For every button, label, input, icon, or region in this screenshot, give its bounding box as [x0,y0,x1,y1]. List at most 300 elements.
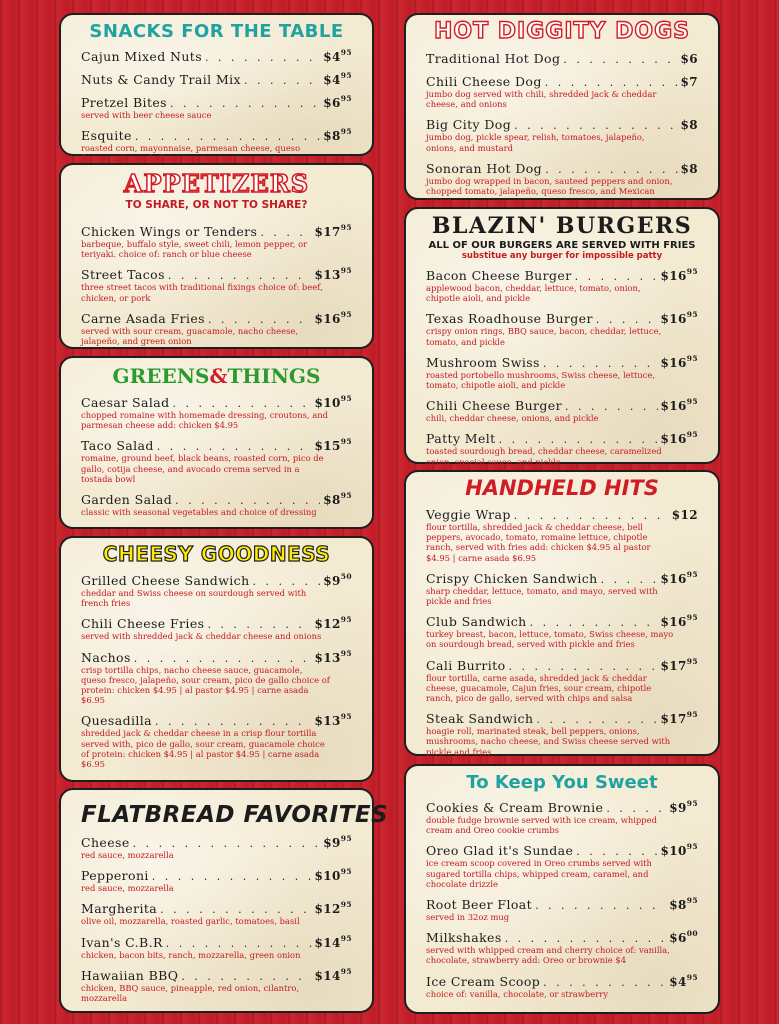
menu-item [426,354,698,390]
menu-item-row [426,354,698,370]
menu-item [426,973,698,999]
menu-item-row [81,223,352,239]
item-list [426,506,698,757]
item-description: toasted sourdough bread, cheddar cheese, caramelized onion, special sauce, and pickle [426,446,662,467]
price-cents: 95 [686,896,698,906]
section-subtitle: TO SHARE, OR NOT TO SHARE? [125,199,308,211]
price-dollars: $10 [314,869,341,884]
menu-item [426,397,698,423]
item-name: Bacon Cheese Burger [426,268,572,283]
price-dollars: $10 [660,844,687,859]
price-cents: 95 [340,127,352,137]
menu-item [81,437,352,484]
menu-item [81,491,352,517]
section-title: FLATBREAD FAVORITES [81,802,389,828]
dot-leader [499,433,658,446]
item-description: flour tortilla, carne asada, shredded jack & cheddar cheese, guacamole, Cajun fries, sour cream, chipotle ranch, pico de gallo, served with chips and salsa [426,672,652,704]
menu-item-row [81,394,352,410]
menu-item-row [426,799,698,815]
menu-item [81,967,352,1003]
price-dollars: $13 [314,650,341,665]
item-price [681,73,699,89]
item-name: Ivan's C.B.R [81,934,163,950]
dot-leader [170,97,320,110]
menu-item [426,896,698,922]
item-description: sharp cheddar, lettuce, tomato, and mayo, served with pickle and fries [426,585,658,607]
item-price [681,50,699,66]
item-price [315,712,353,728]
price-cents: 95 [686,310,698,320]
item-name: Root Beer Float [426,897,533,913]
item-price [315,310,353,326]
price-cents: 95 [340,437,352,447]
price-dollars: $17 [660,658,687,673]
dot-leader [175,494,320,507]
item-name: Sonoran Hot Dog [426,160,543,176]
item-price [681,160,699,176]
item-name: Taco Salad [81,438,154,454]
item-price [315,900,353,916]
item-list [81,394,352,517]
item-price [323,94,352,110]
price-dollars: $4 [669,974,687,989]
price-dollars: $8 [323,129,341,144]
dot-leader [563,53,677,66]
item-description: romaine, ground beef, black beans, roasted corn, pico de gallo, cotija cheese, and avocado crema served in a tostada bowl [81,453,324,484]
price-cents: 95 [686,656,698,666]
menu-item-row [81,712,352,728]
item-description: chili, cheddar cheese, onions, and pickle [426,413,599,424]
price-cents: 95 [340,71,352,80]
menu-item [81,266,352,302]
handheld-panel [404,470,720,756]
price-cents: 95 [340,900,352,910]
item-description: served with whipped cream and cherry choice of: vanilla, chocolate, strawberry add: Oreo or brownie $4 [426,945,670,966]
menu-item-row [81,127,352,143]
dot-leader [205,51,320,64]
price-dollars: $9 [669,801,687,815]
flatbread-panel [59,788,389,1013]
section-title: HOT DIGGITY DOGS [434,19,690,44]
dot-leader [535,899,666,912]
item-description: chopped romaine with homemade dressing, croutons, and parmesan cheese add: chicken $4.95 [81,410,328,431]
item-name: Hawaiian BBQ [81,967,179,983]
price-dollars: $6 [323,96,341,110]
item-name: Veggie Wrap [426,507,511,522]
item-price [315,437,353,453]
menu-item-row [81,572,352,588]
menu-item [426,570,698,606]
item-price [323,572,352,588]
dot-leader [601,573,658,586]
section-subtitle: ALL OF OUR BURGERS ARE SERVED WITH FRIES [428,240,696,251]
price-dollars: $8 [680,118,698,133]
price-dollars: $16 [660,269,687,283]
item-description: chicken, bacon bits, ranch, mozzarella, green onion [81,949,301,960]
item-name: Cajun Mixed Nuts [81,49,203,64]
price-dollars: $17 [314,225,341,239]
menu-item [81,127,352,163]
menu-item [426,267,698,303]
menu-item-row [426,50,698,66]
price-dollars: $4 [323,50,341,64]
section-title [81,364,352,388]
section-title: CHEESY GOODNESS [102,542,331,566]
menu-item-row [81,900,352,916]
menu-item-row [81,310,352,326]
item-price [661,267,699,283]
title-greens: GREENS [112,364,210,388]
price-cents: 95 [340,309,352,319]
item-price [323,71,352,87]
price-dollars: $12 [314,617,341,632]
item-name: Ice Cream Scoop [426,973,541,989]
item-name: Garden Salad [81,492,173,508]
dot-leader [135,130,320,143]
menu-item [81,867,352,893]
menu-item [81,649,352,706]
item-price [315,394,353,410]
menu-item-row [81,967,352,983]
item-description: olive oil, mozzarella, roasted garlic, tomatoes, basil [81,916,300,927]
dot-leader [505,932,667,945]
menu-item-row [426,116,698,132]
price-cents: 95 [340,615,352,625]
menu-item-row [426,842,698,858]
item-name: Grilled Cheese Sandwich [81,573,250,588]
menu-item-row [81,934,352,950]
menu-item [81,572,352,608]
item-name: Patty Melt [426,431,496,447]
menu-item [426,116,698,152]
dot-leader [596,313,658,326]
item-name: Cookies & Cream Brownie [426,800,604,815]
price-dollars: $7 [680,75,698,89]
item-price [661,657,699,673]
price-dollars: $6 [669,931,687,946]
item-name: Cali Burrito [426,657,506,673]
item-price [669,973,698,989]
price-cents: 95 [340,933,352,943]
dot-leader [576,845,657,858]
menu-item-row [426,710,698,726]
item-description: shredded jack & cheddar cheese in a crisp flour tortilla served with, pico de gallo, sour cream, guacamole choice of protein: chicken $4.95 | al pastor $4.95 | carne asada $6.95 [81,728,325,770]
item-description: served with shredded jack & cheddar cheese and onions [81,631,322,642]
item-description: crisp tortilla chips, nacho cheese sauce, guacamole, queso fresco, jalapeño, sour cream, pico de gallo choice of protein: chicken $4.95 | al pastor $4.95 | carne asada $6.95 [81,664,330,706]
item-description: hoagie roll, marinated steak, bell peppers, onions, mushrooms, nacho cheese, and Swiss cheese served with pickle and fries [426,726,671,757]
item-name: Pretzel Bites [81,95,167,110]
item-price [661,842,699,858]
item-price [661,613,699,629]
item-price [669,896,698,912]
item-price [672,506,698,522]
menu-item [426,506,698,563]
item-description: applewood bacon, cheddar, lettuce, tomato, onion, chipotle aioli, and pickle [426,283,641,304]
dot-leader [509,660,658,673]
price-cents: 95 [686,972,698,982]
price-cents: 95 [340,712,352,722]
item-list [426,50,698,206]
item-description: flour tortilla, shredded jack & cheddar cheese, bell peppers, avocado, tomato, romaine lettuce, chipotle ranch, served with fries add: chicken $4.95 al pastor $4.95 | carne asada $6.95 [426,522,651,563]
menu-item [426,310,698,346]
price-cents: 95 [340,48,352,57]
dot-leader [157,440,312,453]
dot-leader [160,903,311,916]
menu-item-row [426,570,698,586]
section-title: HANDHELD HITS [465,476,659,500]
menu-item-row [81,266,352,282]
item-name: Milkshakes [426,930,502,946]
item-name: Crispy Chicken Sandwich [426,570,598,586]
section-note: substitue any burger for impossible patty [461,251,663,261]
item-list [81,48,352,164]
price-dollars: $16 [660,312,687,327]
dot-leader [173,397,312,410]
price-cents: 95 [686,353,698,363]
cheesy-panel [59,536,374,782]
item-name: Esquite [81,128,132,144]
dot-leader [244,74,320,87]
price-cents: 00 [686,929,698,939]
item-description: red sauce, mozzarella [81,883,174,894]
item-name: Mushroom Swiss [426,354,540,370]
item-list [426,799,698,999]
menu-item-row [81,649,352,665]
item-price [661,354,699,370]
item-price [315,223,353,239]
menu-item [426,50,698,66]
item-name: Nuts & Candy Trail Mix [81,72,241,87]
price-cents: 95 [340,648,352,658]
price-cents: 95 [686,569,698,579]
price-dollars: $16 [660,355,687,370]
section-title: BLAZIN' BURGERS [431,213,693,239]
price-dollars: $10 [314,396,341,410]
price-dollars: $16 [314,311,341,326]
item-description: double fudge brownie served with ice cream, whipped cream and Oreo cookie crumbs [426,815,657,836]
menu-item-row [426,613,698,629]
item-description: three street tacos with traditional fixings choice of: beef, chicken, or pork [81,282,323,303]
menu-item [426,842,698,889]
menu-item-row [81,867,352,883]
dot-leader [606,802,666,815]
dot-leader [545,163,677,176]
menu-item-row [426,506,698,522]
dot-leader [260,226,311,239]
appetizers-panel [59,163,374,349]
item-price [315,867,353,883]
price-cents: 50 [340,572,352,581]
price-dollars: $8 [323,493,341,508]
title-things: THINGS [227,364,321,388]
price-cents: 95 [686,842,698,852]
item-description: roasted corn, mayonnaise, parmesan cheese, queso fresco, tajin, and cilantro [81,143,301,164]
item-price [315,615,353,631]
price-dollars: $14 [314,968,341,983]
price-dollars: $8 [680,161,698,176]
item-price [315,266,353,282]
menu-item-row [426,397,698,413]
item-description: jumbo dog, pickle spear, relish, tomatoes, jalapeño, onions, and mustard [426,132,645,153]
menu-item [81,48,352,64]
item-description: classic with seasonal vegetables and choice of dressing [81,507,317,518]
dot-leader [155,715,311,728]
section-title: To Keep You Sweet [466,772,658,793]
item-description: turkey breast, bacon, lettuce, tomato, Swiss cheese, mayo on sourdough bread, served with pickle and fries [426,629,674,650]
menu-item [426,929,698,965]
item-price [661,310,699,326]
dot-leader [575,270,658,283]
price-dollars: $16 [660,615,687,630]
price-dollars: $12 [314,902,341,917]
price-dollars: $16 [660,432,687,447]
greens-panel [59,356,374,529]
menu-item [426,73,698,109]
item-description: crispy onion rings, BBQ sauce, bacon, cheddar, lettuce, tomato, and pickle [426,326,662,347]
menu-item [426,613,698,649]
price-cents: 95 [686,267,698,276]
item-name: Big City Dog [426,117,512,133]
item-description: served in 32oz mug [426,912,510,923]
item-price [661,570,699,586]
menu-item-row [426,657,698,673]
hotdogs-panel [404,13,720,207]
item-name: Carne Asada Fries [81,310,205,326]
item-description: cheddar and Swiss cheese on sourdough served with french fries [81,588,307,609]
dot-leader [134,652,312,665]
item-price [681,116,699,132]
item-price [323,491,352,507]
dot-leader [514,509,669,522]
price-dollars: $13 [314,714,341,729]
price-cents: 95 [340,491,352,501]
dot-leader [152,870,312,883]
dot-leader [565,400,658,413]
item-description: chicken, BBQ sauce, pineapple, red onion, cilantro, mozzarella [81,982,300,1004]
item-price [669,929,698,945]
menu-item [426,430,698,466]
dot-leader [181,970,311,983]
dot-leader [133,837,321,850]
menu-item-row [81,437,352,453]
item-name: Quesadilla [81,713,153,729]
item-description: ice cream scoop covered in Oreo crumbs served with sugared tortilla chips, whipped cream, caramel, and chocolate drizzle [426,858,652,889]
price-cents: 95 [686,613,698,623]
item-name: Margherita [81,901,158,917]
price-dollars: $9 [323,574,341,588]
price-cents: 95 [340,266,352,276]
menu-item-row [426,267,698,283]
menu-item-row [426,73,698,89]
item-price [323,48,352,64]
menu-item [81,223,352,259]
menu-item [81,834,352,860]
dot-leader [514,119,677,132]
menu-item-row [81,48,352,64]
dot-leader [543,357,658,370]
price-cents: 95 [340,966,352,976]
price-dollars: $12 [671,508,698,522]
item-description: jumbo dog served with chili, shredded jack & cheddar cheese, and onions [426,89,657,110]
price-dollars: $6 [680,52,698,66]
item-name: Pepperoni [81,868,149,884]
item-name: Chili Cheese Dog [426,74,542,89]
item-price [661,397,699,413]
item-name: Cheese [81,835,130,850]
price-dollars: $17 [660,712,687,727]
title-ampersand: & [209,364,228,388]
price-cents: 95 [686,397,698,407]
price-dollars: $16 [660,399,687,414]
item-name: Oreo Glad it's Sundae [426,843,574,859]
menu-item [81,900,352,926]
menu-item-row [426,973,698,989]
item-name: Traditional Hot Dog [426,51,561,66]
price-dollars: $15 [314,439,341,454]
item-name: Club Sandwich [426,614,527,630]
item-price [669,799,698,815]
price-cents: 95 [340,867,352,877]
menu-item [81,94,352,120]
menu-item [81,615,352,641]
menu-item [426,799,698,835]
section-title: APPETIZERS [123,169,310,198]
menu-item [426,710,698,757]
item-price [315,649,353,665]
dot-leader [208,313,312,326]
menu-item-row [81,615,352,631]
price-cents: 95 [686,799,698,808]
menu-item [426,657,698,704]
item-name: Nachos [81,649,131,665]
item-price [323,834,352,850]
menu-item-row [81,71,352,87]
menu-item [426,160,698,207]
menu-item-row [426,929,698,945]
section-title: SNACKS FOR THE TABLE [89,21,344,42]
item-name: Chili Cheese Fries [81,616,205,632]
menu-item-row [426,160,698,176]
menu-item-row [81,94,352,110]
price-dollars: $13 [314,268,341,283]
menu-item-row [81,834,352,850]
burgers-panel [404,207,720,467]
item-name: Texas Roadhouse Burger [426,311,593,327]
item-list [81,223,352,346]
price-dollars: $4 [323,73,341,87]
dot-leader [536,713,657,726]
price-cents: 95 [686,710,698,720]
item-description: served with sour cream, guacamole, nacho cheese, jalapeño, and green onion [81,325,299,347]
item-price [323,127,352,143]
item-description: roasted portobello mushrooms, Swiss cheese, lettuce, tomato, chipotle aioli, and pickle [426,369,656,391]
price-dollars: $9 [323,836,341,850]
menu-item [81,394,352,430]
price-dollars: $8 [669,898,687,913]
item-price [315,934,353,950]
dot-leader [253,575,321,588]
dot-leader [545,76,678,89]
dot-leader [168,269,312,282]
item-description: jumbo dog wrapped in bacon, sauteed peppers and onion, chopped tomato, jalapeño, queso fresco, and Mexican crema [426,175,673,207]
dot-leader [166,937,312,950]
item-description: red sauce, mozzarella [81,850,174,860]
item-description: barbeque, buffalo style, sweet chili, lemon pepper, or teriyaki. choice of: ranch or blue cheese [81,239,308,260]
price-cents: 95 [340,223,352,232]
menu-item-row [426,430,698,446]
price-cents: 95 [340,394,352,403]
item-name: Chili Cheese Burger [426,398,562,414]
